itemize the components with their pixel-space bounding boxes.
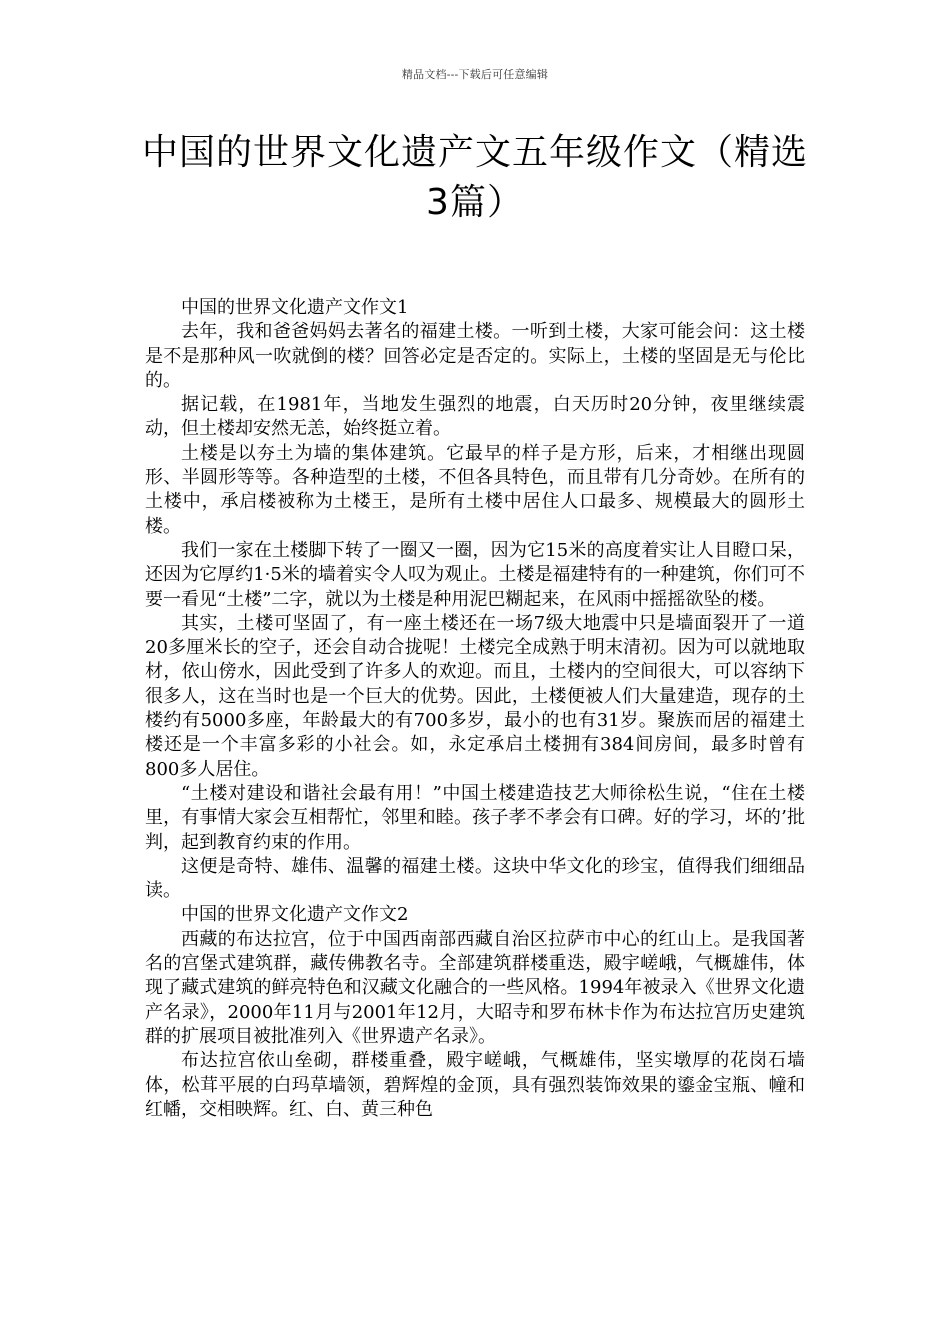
paragraph: 西藏的布达拉宫，位于中国西南部西藏自治区拉萨市中心的红山上。是我国著名的宫堡式建筑群，藏传佛教名寺。全部建筑群楼重迭，殿宇嵯峨，气概雄伟，体现了藏式建筑的鲜亮特色和汉藏文化融合的一些风格。1994年被录入《世界文化遗产名录》，2000年11月与2001年12月，大昭寺和罗布林卡作为布达拉宫历史建筑群的扩展项目被批准列入《世界遗产名录》。: [145, 928, 805, 1047]
paragraph: 土楼是以夯土为墙的集体建筑。它最早的样子是方形，后来，才相继出现圆形、半圆形等等。各种造型的土楼，不但各具特色，而且带有几分奇妙。在所有的土楼中，承启楼被称为土楼王，是所有土楼中居住人口最多、规模最大的圆形土楼。: [145, 442, 805, 537]
document-title: 中国的世界文化遗产文五年级作文（精选3篇）: [141, 132, 808, 223]
paragraph: 布达拉宫依山垒砌，群楼重叠，殿宇嵯峨，气概雄伟，坚实墩厚的花岗石墙体，松茸平展的白玛草墙领，碧辉煌的金顶，具有强烈装饰效果的鎏金宝瓶、幢和红幡，交相映辉。红、白、黄三种色: [145, 1050, 805, 1120]
paragraph: 这便是奇特、雄伟、温馨的福建土楼。这块中华文化的珍宝，值得我们细细品读。: [145, 855, 805, 902]
document-body: [145, 296, 805, 1122]
paragraph: 其实，土楼可坚固了，有一座土楼还在一场7级大地震中只是墙面裂开了一道20多厘米长的空子，还会自动合拢呢！土楼完全成熟于明末清初。因为可以就地取材，依山傍水，因此受到了许多人的欢迎。而且，土楼内的空间很大，可以容纳下很多人，这在当时也是一个巨大的优势。因此，土楼便被人们大量建造，现存的土楼约有5000多座，年龄最大的有700多岁，最小的也有31岁。聚族而居的福建土楼还是一个丰富多彩的小社会。如，永定承启土楼拥有384间房间，最多时曾有800多人居住。: [145, 612, 805, 780]
paragraph: 据记载，在1981年，当地发生强烈的地震，白天历时20分钟，夜里继续震动，但土楼却安然无恙，始终挺立着。: [145, 394, 805, 440]
section-heading-1: 中国的世界文化遗产文作文1: [181, 297, 409, 318]
section-heading-2: 中国的世界文化遗产文作文2: [181, 904, 409, 926]
paragraph: “土楼对建设和谐社会最有用！”中国土楼建造技艺大师徐松生说，“住在土楼里，有事情大家会互相帮忙，邻里和睦。孩子孝不孝会有口碑。好的学习，坏的’批判，起到教育约束的作用。: [145, 782, 805, 853]
page-header: 精品文档---下载后可任意编辑: [401, 68, 549, 81]
paragraph: 我们一家在土楼脚下转了一圈又一圈，因为它15米的高度着实让人目瞪口呆，还因为它厚约1·5米的墙着实令人叹为观止。土楼是福建特有的一种建筑，你们可不要一看见“土楼”二字，就以为土楼是种用泥巴糊起来，在风雨中摇摇欲坠的楼。: [145, 539, 805, 610]
paragraph: 去年，我和爸爸妈妈去著名的福建土楼。一听到土楼，大家可能会问：这土楼是不是那种风一吹就倒的楼？回答必定是否定的。实际上，土楼的坚固是无与伦比的。: [145, 321, 805, 391]
